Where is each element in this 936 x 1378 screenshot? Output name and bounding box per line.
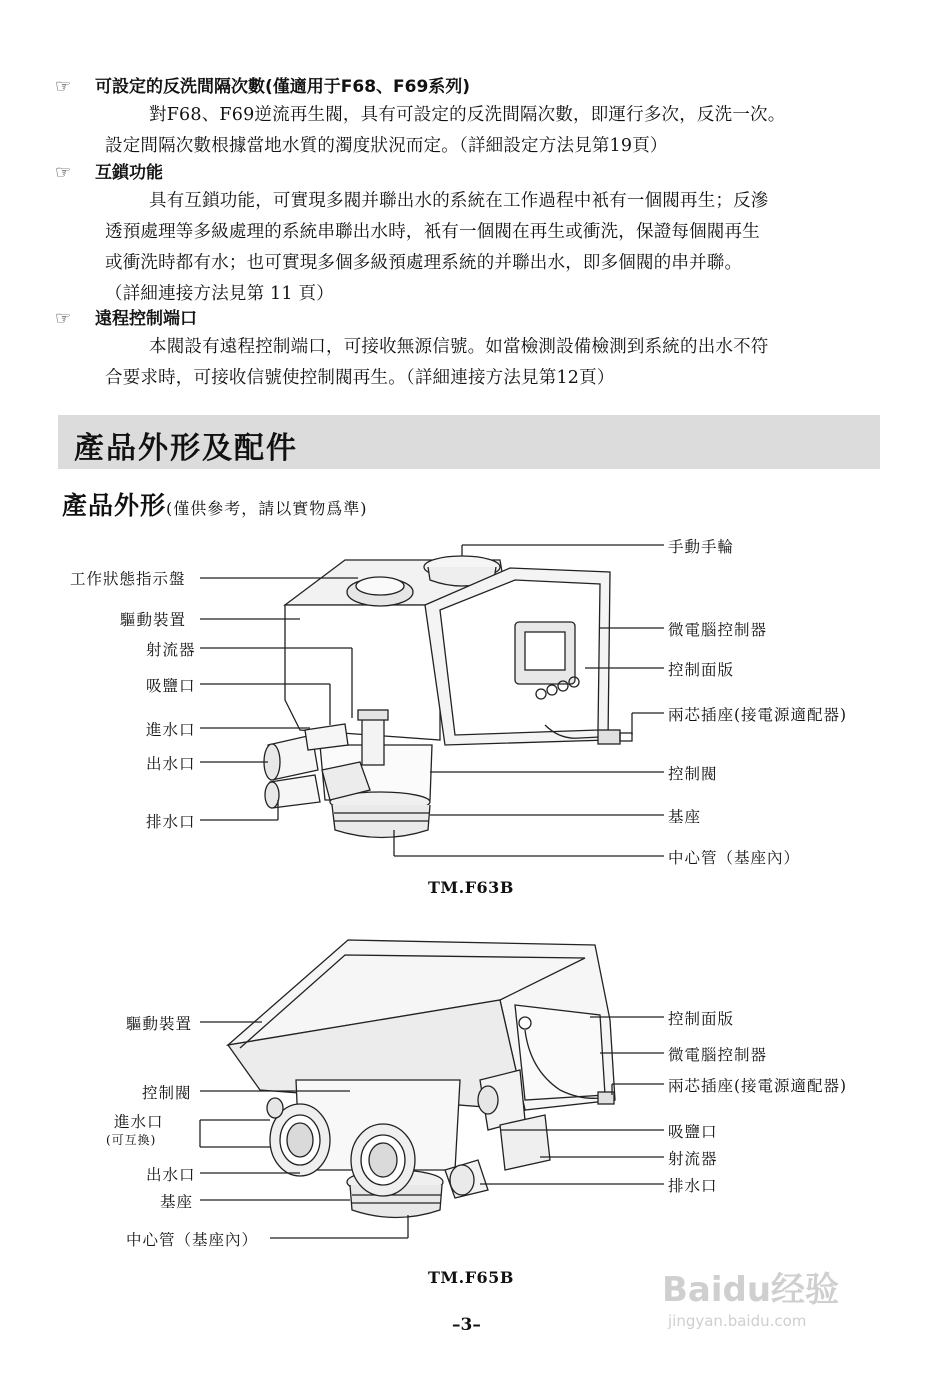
section-heading: ☞ 遠程控制端口 (55, 306, 890, 332)
paragraph-line: 透預處理等多級處理的系統串聯出水時，衹有一個閥在再生或衝洗，保證每個閥再生 (105, 222, 760, 242)
label-inlet: 進水口 (114, 1113, 164, 1131)
label-control-panel: 控制面版 (668, 661, 735, 679)
paragraph-line: 設定間隔次數根據當地水質的濁度狀況而定。（詳細設定方法見第19頁） (105, 136, 668, 156)
paragraph-line: 合要求時，可接收信號使控制閥再生。（詳細連接方法見第12頁） (105, 368, 615, 388)
label-outlet: 出水口 (146, 755, 196, 773)
label-outlet: 出水口 (146, 1166, 196, 1184)
label-drain: 排水口 (146, 813, 196, 831)
model-caption-f63b: TM.F63B (428, 878, 514, 897)
watermark-url: jingyan.baidu.com (668, 1312, 807, 1330)
valve-f65b-drawing (228, 940, 615, 1218)
paragraph-line: （詳細連接方法見第 11 頁） (105, 284, 334, 304)
paragraph-line: 對F68、F69逆流再生閥，具有可設定的反洗間隔次數，即運行多次，反洗一次。 (149, 105, 786, 125)
label-control-valve: 控制閥 (668, 765, 718, 783)
label-drive: 驅動裝置 (120, 611, 187, 629)
section-heading: ☞ 可設定的反洗間隔次數(僅適用于F68、F69系列) (55, 74, 890, 100)
label-center-tube: 中心管（基座內） (668, 849, 801, 867)
paragraph-line: 具有互鎖功能，可實現多閥并聯出水的系統在工作過程中衹有一個閥再生；反滲 (149, 191, 769, 211)
label-inlet: 進水口 (146, 721, 196, 739)
label-center-tube: 中心管（基座內） (126, 1231, 259, 1249)
label-microcontroller: 微電腦控制器 (668, 1046, 768, 1064)
label-microcontroller: 微電腦控制器 (668, 621, 768, 639)
label-control-panel: 控制面版 (668, 1010, 735, 1028)
model-caption-f65b: TM.F65B (428, 1268, 514, 1287)
label-inlet-note: (可互換) (106, 1133, 157, 1147)
label-socket: 兩芯插座(接電源適配器) (668, 1077, 848, 1095)
section-heading: ☞ 互鎖功能 (55, 160, 890, 186)
pointing-hand-icon: ☞ (55, 76, 72, 97)
paragraph-line: 或衝洗時都有水；也可實現多個多級預處理系統的并聯出水，即多個閥的串并聯。 (105, 253, 743, 273)
label-jet: 射流器 (146, 641, 196, 659)
label-drain: 排水口 (668, 1177, 718, 1195)
label-brine: 吸鹽口 (668, 1123, 718, 1141)
label-brine: 吸鹽口 (146, 677, 196, 695)
label-manual-wheel: 手動手輪 (668, 538, 735, 556)
chapter-title: 產品外形及配件 (74, 431, 298, 466)
pointing-hand-icon: ☞ (55, 162, 72, 183)
label-drive: 驅動裝置 (126, 1015, 193, 1033)
valve-f63b-drawing (264, 556, 632, 838)
pointing-hand-icon: ☞ (55, 308, 72, 329)
label-socket: 兩芯插座(接電源適配器) (668, 706, 848, 724)
page-number: –3– (452, 1315, 481, 1335)
subsection-title: 產品外形(僅供參考，請以實物爲準) (62, 491, 368, 520)
label-status-disk: 工作狀態指示盤 (70, 570, 186, 588)
label-base: 基座 (668, 808, 702, 826)
subtitle-note: (僅供參考，請以實物爲準) (166, 499, 368, 518)
watermark-logo: Baidu经验 (662, 1270, 840, 1310)
label-jet: 射流器 (668, 1150, 718, 1168)
label-base: 基座 (160, 1193, 194, 1211)
label-control-valve: 控制閥 (142, 1084, 192, 1102)
paragraph-line: 本閥設有遠程控制端口，可接收無源信號。如當檢測設備檢測到系統的出水不符 (149, 337, 769, 357)
